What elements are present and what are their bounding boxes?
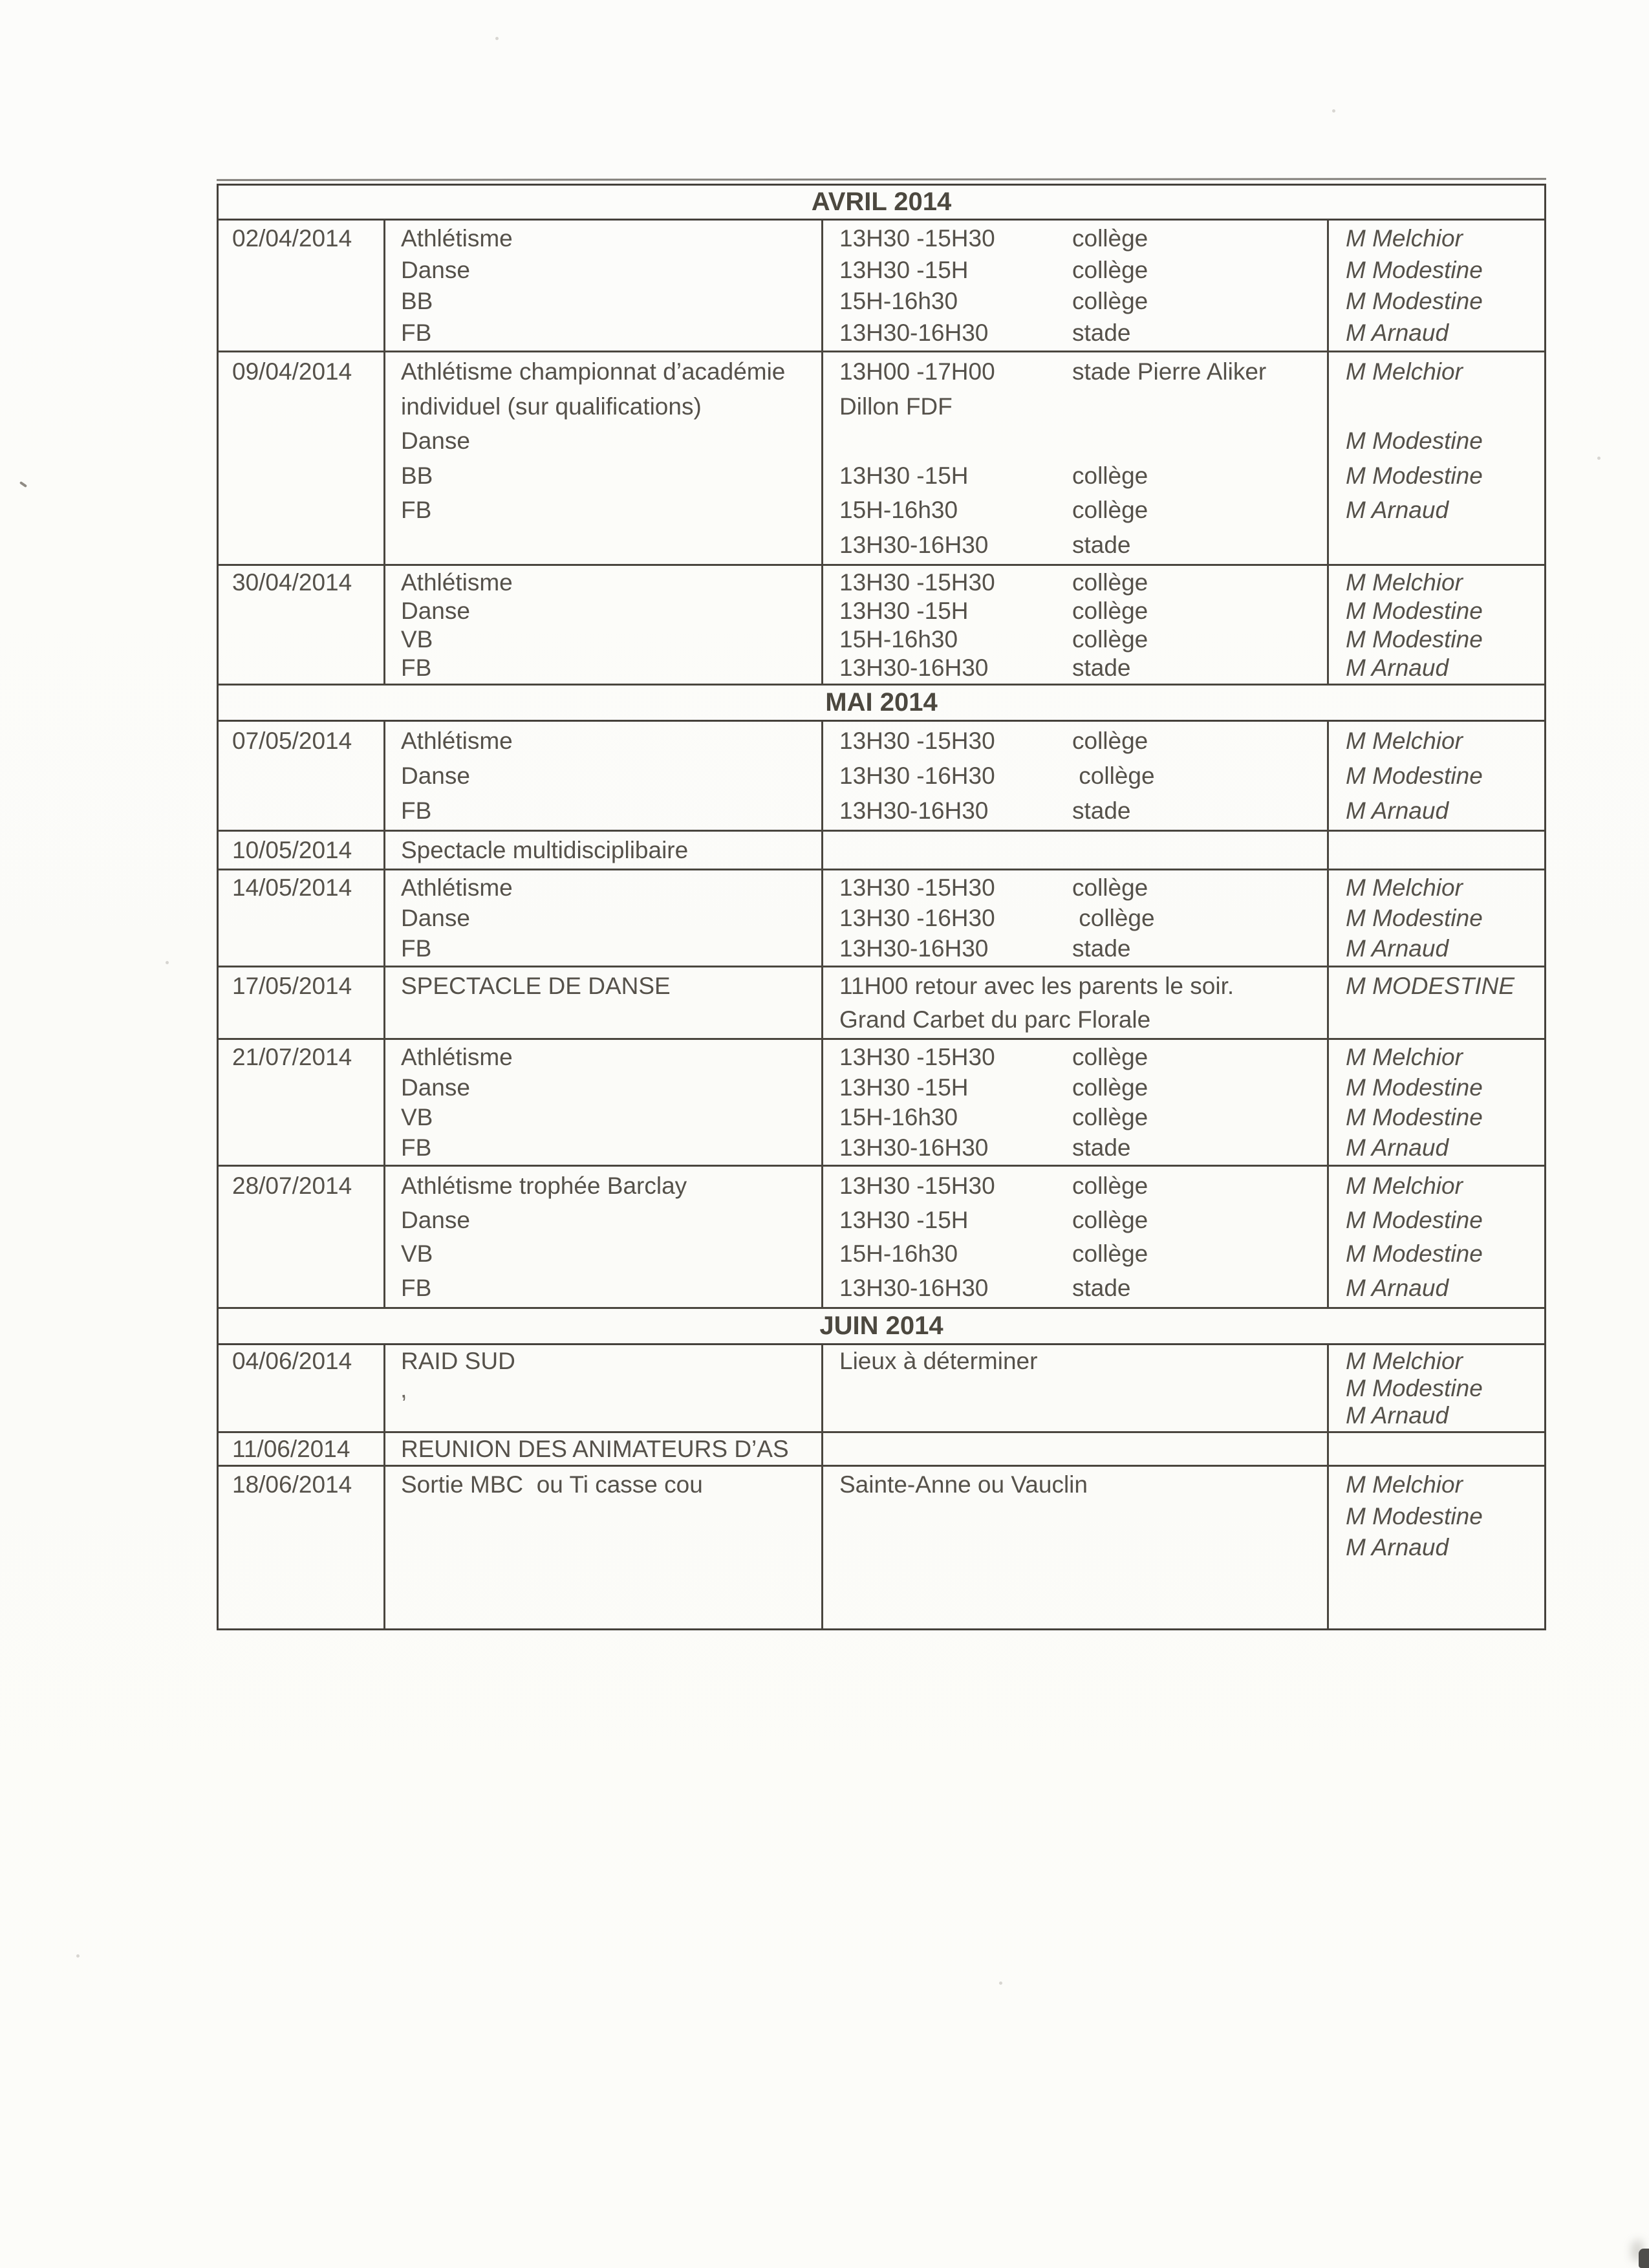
scan-speck [1332,109,1335,113]
schedule-line [823,1347,1327,1374]
date-cell [219,967,385,1038]
staff-cell [1329,722,1544,830]
schedule-line [823,724,1327,759]
empty-line [219,1072,383,1103]
schedule-table [217,184,1546,1630]
activity-line [385,1595,821,1626]
staff-name [1329,834,1544,867]
activities-cell [385,352,823,564]
staff-name: M Melchior [1346,1347,1463,1374]
schedule-line [823,625,1327,653]
section-header [219,686,1544,722]
place-text: stade [1072,319,1131,347]
date-text: 17/05/2014 [232,973,352,1000]
scan-speck [166,961,169,964]
activity-line: Danse [401,1074,470,1101]
time-text: 13H30-16H30 [839,319,989,347]
activity-line: Athlétisme [401,1043,513,1070]
empty-line [219,933,383,964]
empty-line [219,1595,383,1626]
staff-name: M Modestine [1346,427,1483,455]
activity-line [385,1003,821,1037]
schedule-text: 11H00 retour avec les parents le soir. [839,973,1234,1000]
activities-cell [385,221,823,351]
empty-line [219,1003,383,1037]
time-text: 13H30 -15H [839,256,969,283]
staff-name: M MODESTINE [1346,973,1515,1000]
activity-line: Athlétisme trophée Barclay [401,1172,687,1199]
place-text: collège [1072,1104,1148,1131]
schedule-line [823,1237,1327,1271]
table-row [219,221,1544,352]
staff-name: M Modestine [1346,597,1483,624]
time-text: 15H-16h30 [839,288,958,315]
time-text: 13H30 -15H [839,462,969,489]
activity-line: Athlétisme [401,728,513,755]
staff-cell [1329,1167,1544,1307]
staff-name: M Modestine [1346,1104,1483,1131]
staff-name: M Arnaud [1346,654,1449,681]
time-text: 13H30 -16H30 [839,905,995,931]
activity-line: FB [401,654,432,681]
schedule-line [823,528,1327,563]
schedule-line [823,653,1327,682]
empty-line [219,1500,383,1532]
schedule-line [823,1500,1327,1532]
empty-line [219,759,383,794]
schedule-line [823,222,1327,254]
time-text: 15H-16h30 [839,497,958,524]
staff-name: M Melchior [1346,1043,1463,1070]
activity-line: VB [401,625,433,653]
time-text: 13H30-16H30 [839,1275,989,1302]
schedule-text: Sainte-Anne ou Vauclin [839,1471,1088,1498]
schedule-cell [823,722,1329,830]
section-header [219,186,1544,221]
staff-cell [1329,870,1544,966]
activity-line: Athlétisme [401,224,513,252]
schedule-line [823,969,1327,1003]
table-row [219,832,1544,870]
staff-name: M Modestine [1346,905,1483,931]
schedule-cell [823,870,1329,966]
schedule-line [823,933,1327,964]
staff-name: M Modestine [1346,462,1483,489]
time-text: 13H30-16H30 [839,797,989,824]
empty-line [219,1237,383,1271]
empty-line [219,653,383,682]
staff-name: M Arnaud [1346,1534,1449,1561]
activity-line: VB [401,1104,433,1131]
schedule-cell [823,221,1329,351]
activities-cell [385,870,823,966]
staff-name: M Modestine [1346,1374,1483,1401]
activities-cell [385,1167,823,1307]
schedule-text: Grand Carbet du parc Florale [839,1006,1151,1033]
staff-name: M Modestine [1346,1074,1483,1101]
table-row [219,1433,1544,1467]
empty-line [219,1103,383,1133]
schedule-line [823,459,1327,493]
staff-name: M Modestine [1346,256,1483,283]
time-text: 15H-16h30 [839,625,958,653]
place-text: stade [1072,654,1131,681]
table-row [219,1467,1544,1628]
section-title: AVRIL 2014 [811,188,952,216]
schedule-line [823,834,1327,867]
staff-cell [1329,1467,1544,1628]
date-cell [219,1345,385,1431]
time-text: 13H30-16H30 [839,1134,989,1161]
empty-line [219,903,383,933]
place-text: stade [1072,1134,1131,1161]
schedule-line [823,1469,1327,1500]
activity-line: Danse [401,1206,470,1233]
empty-line [219,424,383,459]
table-row [219,870,1544,967]
empty-line [219,625,383,653]
section-title: MAI 2014 [825,688,938,717]
place-text: collège [1072,905,1155,931]
date-text: 10/05/2014 [232,837,352,863]
staff-name: M Modestine [1346,1206,1483,1233]
time-text: 15H-16h30 [839,1240,958,1268]
staff-name [1329,1595,1544,1626]
date-text: 07/05/2014 [232,728,352,755]
time-text: 13H30 -15H [839,1206,969,1233]
staff-name: M Melchior [1346,358,1463,385]
schedule-line [823,286,1327,318]
staff-name [1329,1435,1544,1463]
place-text: collège [1072,728,1148,755]
date-cell [219,1040,385,1165]
empty-line [219,1271,383,1305]
activity-line: BB [401,462,433,489]
activity-line [385,1374,821,1401]
date-text: 14/05/2014 [232,874,352,901]
date-cell [219,221,385,351]
schedule-line [823,1203,1327,1237]
activity-line: FB [401,497,432,524]
activity-line: Danse [401,905,470,931]
schedule-line [823,596,1327,625]
activity-line: FB [401,1134,432,1161]
activities-cell [385,566,823,684]
scan-speck [1597,457,1600,460]
schedule-line [823,1072,1327,1103]
time-text: 13H30-16H30 [839,531,989,558]
place-text: stade [1072,935,1131,962]
staff-cell [1329,1433,1544,1465]
schedule-cell [823,352,1329,564]
schedule-cell [823,566,1329,684]
activities-cell [385,1467,823,1628]
schedule-line [823,872,1327,903]
place-text: collège [1072,597,1148,624]
schedule-cell [823,1433,1329,1465]
staff-cell [1329,352,1544,564]
staff-cell [1329,1345,1544,1431]
place-text: collège [1072,256,1148,283]
schedule-text: Lieux à déterminer [839,1347,1038,1374]
activity-line: Spectacle multidisciplibaire [401,837,689,863]
date-text: 28/07/2014 [232,1172,352,1199]
staff-name: M Modestine [1346,288,1483,315]
place-text: stade [1072,531,1131,558]
activities-cell [385,1345,823,1431]
date-text: 09/04/2014 [232,358,352,385]
place-text: collège [1072,625,1148,653]
schedule-line [823,1435,1327,1463]
staff-cell [1329,221,1544,351]
schedule-line [823,1132,1327,1163]
date-cell [219,352,385,564]
staff-name: M Arnaud [1346,1275,1449,1302]
activity-line: FB [401,1275,432,1302]
activity-line: SPECTACLE DE DANSE [401,973,671,1000]
activity-line: Danse [401,762,470,789]
staff-name: M Melchior [1346,1471,1463,1498]
place-text: collège [1072,288,1148,315]
activity-line [385,528,821,563]
activity-line: individuel (sur qualifications) [401,393,702,420]
time-text: 13H30-16H30 [839,935,989,962]
activities-cell [385,967,823,1038]
place-text: collège [1072,568,1148,596]
date-cell [219,1467,385,1628]
date-text: 04/06/2014 [232,1347,352,1374]
time-text: 13H00 -17H00 [839,358,995,385]
staff-name: M Modestine [1346,1502,1483,1529]
schedule-line [823,903,1327,933]
staff-name [1329,528,1544,563]
schedule-line [823,424,1327,459]
schedule-line [823,493,1327,528]
empty-line [219,493,383,528]
staff-name: M Arnaud [1346,1134,1449,1161]
empty-line [219,254,383,286]
schedule-line [823,793,1327,828]
staff-name: M Melchior [1346,224,1463,252]
schedule-text: Dillon FDF [839,393,953,420]
place-text: stade [1072,1275,1131,1302]
date-cell [219,832,385,869]
staff-name [1329,389,1544,424]
schedule-line [823,1595,1327,1626]
activity-line: Athlétisme [401,874,513,901]
schedule-cell [823,1467,1329,1628]
date-cell [219,1167,385,1307]
activity-line [385,1402,821,1429]
table-row [219,1167,1544,1309]
schedule-line [823,317,1327,349]
table-row [219,566,1544,686]
staff-name: M Modestine [1346,1240,1483,1268]
date-cell [219,870,385,966]
activity-line: REUNION DES ANIMATEURS D’AS [401,1436,789,1462]
schedule-line [823,1003,1327,1037]
time-text: 13H30 -15H [839,597,969,624]
activity-line: RAID SUD [401,1347,515,1374]
date-cell [219,722,385,830]
section-header [219,1309,1544,1345]
table-row [219,1040,1544,1167]
staff-name [1329,1003,1544,1037]
activities-cell [385,832,823,869]
activity-line: Danse [401,256,470,283]
date-cell [219,1433,385,1465]
time-text: 13H30 -15H30 [839,1172,995,1199]
staff-name: M Modestine [1346,625,1483,653]
empty-line [219,1203,383,1237]
schedule-line [823,389,1327,424]
staff-name: M Arnaud [1346,497,1449,524]
time-text: 13H30-16H30 [839,654,989,681]
staff-name: M Melchior [1346,568,1463,596]
activity-line: Sortie MBC ou Ti casse cou [401,1471,703,1498]
place-text: stade [1072,797,1131,824]
activity-line: VB [401,1240,433,1268]
staff-cell [1329,832,1544,869]
table-row [219,1345,1544,1433]
activity-line: BB [401,288,433,315]
activity-line [385,1532,821,1564]
date-text: 11/06/2014 [232,1436,350,1462]
date-cell [219,566,385,684]
staff-name: M Arnaud [1346,797,1449,824]
activity-line [385,1563,821,1595]
section-title: JUIN 2014 [819,1312,943,1340]
table-row [219,722,1544,832]
date-text: 18/06/2014 [232,1471,352,1498]
scan-speck [76,1954,80,1958]
schedule-line [823,1103,1327,1133]
empty-line [219,1132,383,1163]
activity-line [385,1500,821,1532]
time-text: 13H30 -15H30 [839,568,995,596]
staff-name: M Arnaud [1346,1402,1449,1429]
schedule-line [823,1169,1327,1203]
activity-line: Danse [401,597,470,624]
staff-name: M Melchior [1346,728,1463,755]
place-text: collège [1072,1206,1148,1233]
schedule-line [823,1271,1327,1305]
scan-speck [999,1982,1002,1985]
schedule-line [823,1532,1327,1564]
schedule-line [823,254,1327,286]
empty-line [219,317,383,349]
scan-speck-comma: , [398,1376,408,1404]
scan-speck [495,37,499,40]
schedule-line [823,1042,1327,1072]
empty-line [219,596,383,625]
staff-name [1329,1563,1544,1595]
empty-line [219,459,383,493]
empty-line [219,1563,383,1595]
schedule-cell [823,832,1329,869]
activities-cell [385,722,823,830]
staff-cell [1329,566,1544,684]
empty-line [219,793,383,828]
table-row [219,967,1544,1040]
schedule-cell [823,1345,1329,1431]
date-text: 21/07/2014 [232,1043,352,1070]
activities-cell [385,1040,823,1165]
place-text: collège [1072,874,1148,901]
staff-name: M Arnaud [1346,319,1449,347]
activities-cell [385,1433,823,1465]
activity-line: Danse [401,427,470,455]
schedule-line [823,1374,1327,1401]
place-text: stade Pierre Aliker [1072,358,1267,385]
time-text: 15H-16h30 [839,1104,958,1131]
time-text: 13H30 -15H [839,1074,969,1101]
activity-line: FB [401,935,432,962]
time-text: 13H30 -15H30 [839,1043,995,1070]
empty-line [219,1532,383,1564]
staff-cell [1329,1040,1544,1165]
place-text: collège [1072,1043,1148,1070]
scan-mark-corner [1639,2249,1649,2268]
date-text: 02/04/2014 [232,224,352,252]
staff-name: M Arnaud [1346,935,1449,962]
empty-line [219,389,383,424]
staff-name: M Melchior [1346,1172,1463,1199]
schedule-line [823,568,1327,596]
date-text: 30/04/2014 [232,568,352,596]
empty-line [219,528,383,563]
place-text: collège [1072,497,1148,524]
activity-line: Athlétisme [401,568,513,596]
empty-line [219,1374,383,1401]
place-text: collège [1072,1074,1148,1101]
place-text: collège [1072,462,1148,489]
place-text: collège [1072,762,1155,789]
place-text: collège [1072,1240,1148,1268]
place-text: collège [1072,224,1148,252]
activity-line: Athlétisme championnat d’académie [401,358,786,385]
time-text: 13H30 -15H30 [839,728,995,755]
schedule-line [823,1563,1327,1595]
schedule-cell [823,1167,1329,1307]
staff-name: M Melchior [1346,874,1463,901]
time-text: 13H30 -15H30 [839,224,995,252]
schedule-line [823,354,1327,389]
time-text: 13H30 -16H30 [839,762,995,789]
schedule-cell [823,967,1329,1038]
staff-cell [1329,967,1544,1038]
table-row [219,352,1544,566]
schedule-line [823,1402,1327,1429]
place-text: collège [1072,1172,1148,1199]
scan-speck-margin [19,481,27,488]
empty-line [219,286,383,318]
time-text: 13H30 -15H30 [839,874,995,901]
staff-name: M Modestine [1346,762,1483,789]
activity-line: FB [401,797,432,824]
activity-line: FB [401,319,432,347]
empty-line [219,1402,383,1429]
schedule-line [823,759,1327,794]
schedule-cell [823,1040,1329,1165]
